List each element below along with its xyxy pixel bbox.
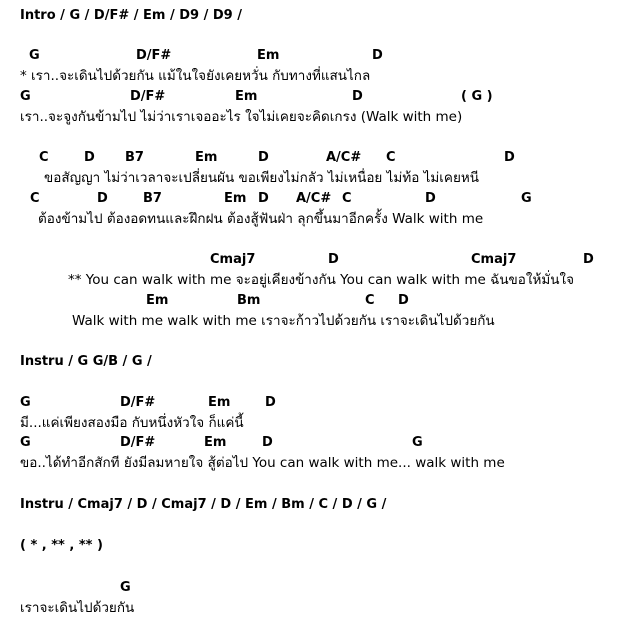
chord: G bbox=[521, 191, 532, 206]
chord: D bbox=[352, 89, 363, 104]
chord: Em bbox=[235, 89, 258, 104]
chord: C bbox=[386, 150, 396, 165]
chord: G bbox=[412, 435, 423, 450]
lyric-line: เราจะเดินไปด้วยกัน bbox=[20, 600, 135, 616]
chord: ( G ) bbox=[461, 89, 493, 104]
chord: G bbox=[29, 48, 40, 63]
chord: D bbox=[84, 150, 95, 165]
chord: Bm bbox=[237, 293, 261, 308]
lyric-line: เรา..จะจูงกันข้ามไป ไม่ว่าเราเจออะไร ใจไม่เคยจะคิดเกรง (Walk with me) bbox=[20, 109, 463, 125]
chord: D bbox=[398, 293, 409, 308]
chord: C bbox=[39, 150, 49, 165]
chord: Em bbox=[146, 293, 169, 308]
chord: D bbox=[258, 191, 269, 206]
chord: A/C# bbox=[296, 191, 332, 206]
lyric-line: ** You can walk with me จะอยู่เคียงข้างกัน You can walk with me ฉันขอให้มั่นใจ bbox=[68, 272, 575, 288]
chord: D bbox=[328, 252, 339, 267]
chord: D/F# bbox=[136, 48, 172, 63]
lyric-line: มี...แค่เพียงสองมือ กับหนึ่งหัวใจ ก็แค่นี้ bbox=[20, 415, 244, 431]
chord: B7 bbox=[143, 191, 162, 206]
chord: D/F# bbox=[120, 395, 156, 410]
chord: Cmaj7 bbox=[210, 252, 256, 267]
lyric-line: * เรา..จะเดินไปด้วยกัน แม้ในใจยังเคยหวั่น กับทางที่แสนไกล bbox=[20, 68, 371, 84]
chord: C bbox=[342, 191, 352, 206]
lyric-line: ขอสัญญา ไม่ว่าเวลาจะเปลี่ยนผัน ขอเพียงไม่กลัว ไม่เหนื่อย ไม่ท้อ ไม่เคยหนี bbox=[44, 170, 479, 186]
chord: Em bbox=[195, 150, 218, 165]
chord: D bbox=[97, 191, 108, 206]
chord: Em bbox=[208, 395, 231, 410]
intro-line: Intro / G / D/F# / Em / D9 / D9 / bbox=[20, 8, 243, 23]
chord: G bbox=[20, 89, 31, 104]
repeat-marker: ( * , ** , ** ) bbox=[20, 538, 103, 553]
lyric-line: ขอ..ได้ทำอีกสักที ยังมีลมหายใจ สู้ต่อไป You can walk with me... walk with me bbox=[20, 455, 505, 471]
chord: D bbox=[504, 150, 515, 165]
instru-line: Instru / Cmaj7 / D / Cmaj7 / D / Em / Bm / C / D / G / bbox=[20, 497, 387, 512]
lyric-line: Walk with me walk with me เราจะก้าวไปด้วยกัน เราจะเดินไปด้วยกัน bbox=[72, 313, 495, 329]
lyric-line: ต้องข้ามไป ต้องอดทนและฝึกฝน ต้องสู้ฟันฝ่า ลุกขึ้นมาอีกครั้ง Walk with me bbox=[38, 211, 484, 227]
chord: D bbox=[372, 48, 383, 63]
chord: Em bbox=[257, 48, 280, 63]
chord: B7 bbox=[125, 150, 144, 165]
instru-line: Instru / G G/B / G / bbox=[20, 354, 152, 369]
chord: A/C# bbox=[326, 150, 362, 165]
chord: D/F# bbox=[120, 435, 156, 450]
chord: G bbox=[20, 395, 31, 410]
chord: Em bbox=[204, 435, 227, 450]
chord: Em bbox=[224, 191, 247, 206]
chord: Cmaj7 bbox=[471, 252, 517, 267]
chord: G bbox=[20, 435, 31, 450]
chord: D bbox=[258, 150, 269, 165]
chord: D bbox=[425, 191, 436, 206]
chord: D bbox=[265, 395, 276, 410]
chord: D bbox=[262, 435, 273, 450]
chord: D/F# bbox=[130, 89, 166, 104]
chord: C bbox=[30, 191, 40, 206]
chord: C bbox=[365, 293, 375, 308]
chord: D bbox=[583, 252, 594, 267]
chord: G bbox=[120, 580, 131, 595]
